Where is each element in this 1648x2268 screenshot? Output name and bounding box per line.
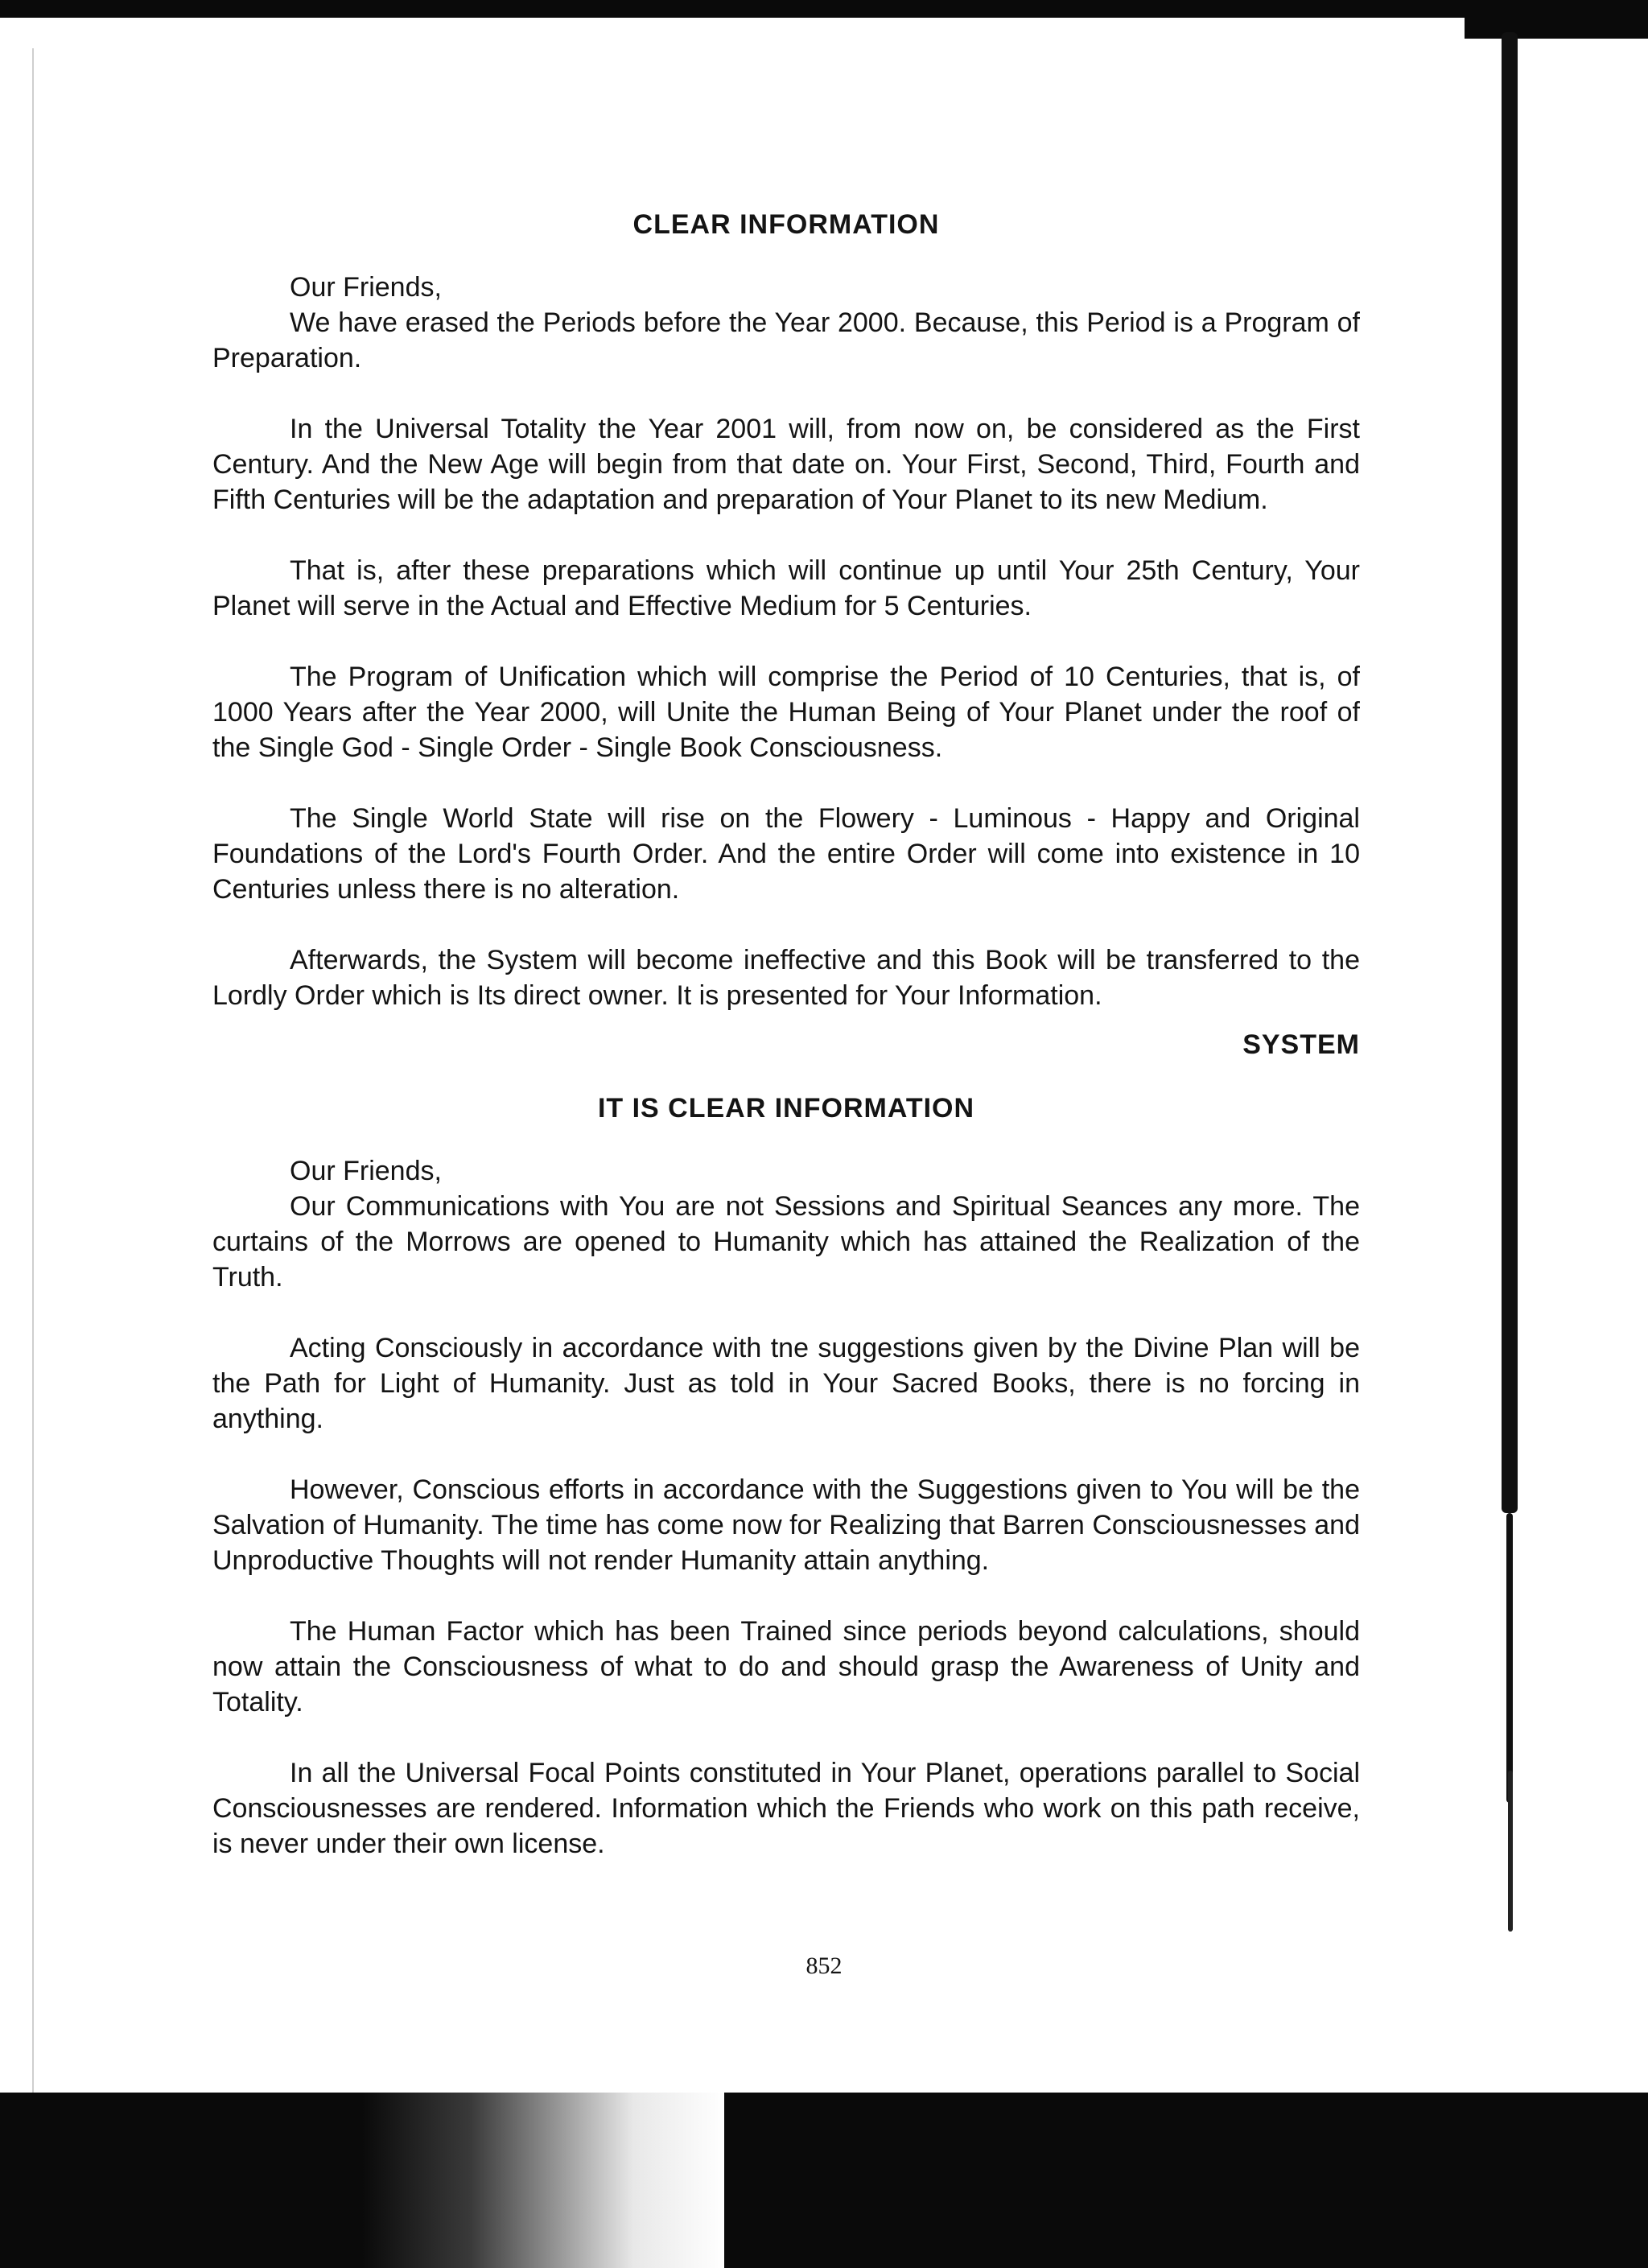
section-2-paragraph-1: Our Communications with You are not Sessions and Spiritual Seances any more. The curtains of the Morrows are opened to Humanity which has attained the Realization of the Truth. <box>212 1191 1360 1293</box>
section-2-paragraph-5: In all the Universal Focal Points constituted in Your Planet, operations parallel to Social Consciousnesses are rendered. Information which the Friends who work on this path receive, is never under their own license. <box>212 1758 1360 1859</box>
scan-artifact <box>362 2093 724 2268</box>
section-1-paragraph-5: The Single World State will rise on the Flowery - Luminous - Happy and Original Foundations of the Lord's Fourth Order. And the entire Order will come into existence in 10 Centuries unless there is no alteration. <box>212 803 1360 905</box>
section-1-title: CLEAR INFORMATION <box>632 209 940 240</box>
scan-border-top-right <box>1465 0 1648 39</box>
section-1-paragraph-3: That is, after these preparations which will continue up until Your 25th Century, Your Planet will serve in the Actual and Effective Medium for 5 Centuries. <box>212 555 1360 621</box>
document-page <box>212 209 1360 1897</box>
section-2-paragraph-4: The Human Factor which has been Trained since periods beyond calculations, should now attain the Consciousness of what to do and should grasp the Awareness of Unity and Totality. <box>212 1616 1360 1717</box>
section-1-paragraph-6: Afterwards, the System will become ineffective and this Book will be transferred to the Lordly Order which is Its direct owner. It is presented for Your Information. <box>212 945 1360 1011</box>
page-number: 852 <box>805 1953 843 1979</box>
section-2-paragraph-2: Acting Consciously in accordance with tne suggestions given by the Divine Plan will be the Path for Light of Humanity. Just as told in Your Sacred Books, there is no forcing in anything. <box>212 1333 1360 1434</box>
scan-border-right-lower <box>1506 1513 1513 1803</box>
section-1-salutation: Our Friends, <box>290 272 442 303</box>
scan-border-left <box>32 48 34 2093</box>
scan-border-top <box>0 0 1648 18</box>
section-1-paragraph-2: In the Universal Totality the Year 2001 will, from now on, be considered as the First Century. And the New Age will begin from that date on. Your First, Second, Third, Fourth and Fifth Centuries will be the adaptation and preparation of Your Planet to its new Medium. <box>212 414 1360 515</box>
section-1-paragraph-1: We have erased the Periods before the Year 2000. Because, this Period is a Program of Preparation. <box>212 307 1360 373</box>
scan-border-right-bottom <box>1508 1771 1513 1932</box>
section-1-paragraph-4: The Program of Unification which will comprise the Period of 10 Centuries, that is, of 1000 Years after the Year 2000, will Unite the Human Being of Your Planet under the roof of the Single God - Single Order - Single Book Consciousness. <box>212 662 1360 763</box>
scan-border-bottom <box>0 2093 1648 2268</box>
section-2-title: IT IS CLEAR INFORMATION <box>597 1093 975 1124</box>
section-2-salutation: Our Friends, <box>290 1156 442 1186</box>
section-1-signature: SYSTEM <box>1242 1029 1360 1060</box>
section-2-paragraph-3: However, Conscious efforts in accordance with the Suggestions given to You will be the Salvation of Humanity. The time has come now for Realizing that Barren Consciousnesses and Unproductive Thoughts will not render Humanity attain anything. <box>212 1474 1360 1576</box>
scan-border-right <box>1502 32 1518 1513</box>
